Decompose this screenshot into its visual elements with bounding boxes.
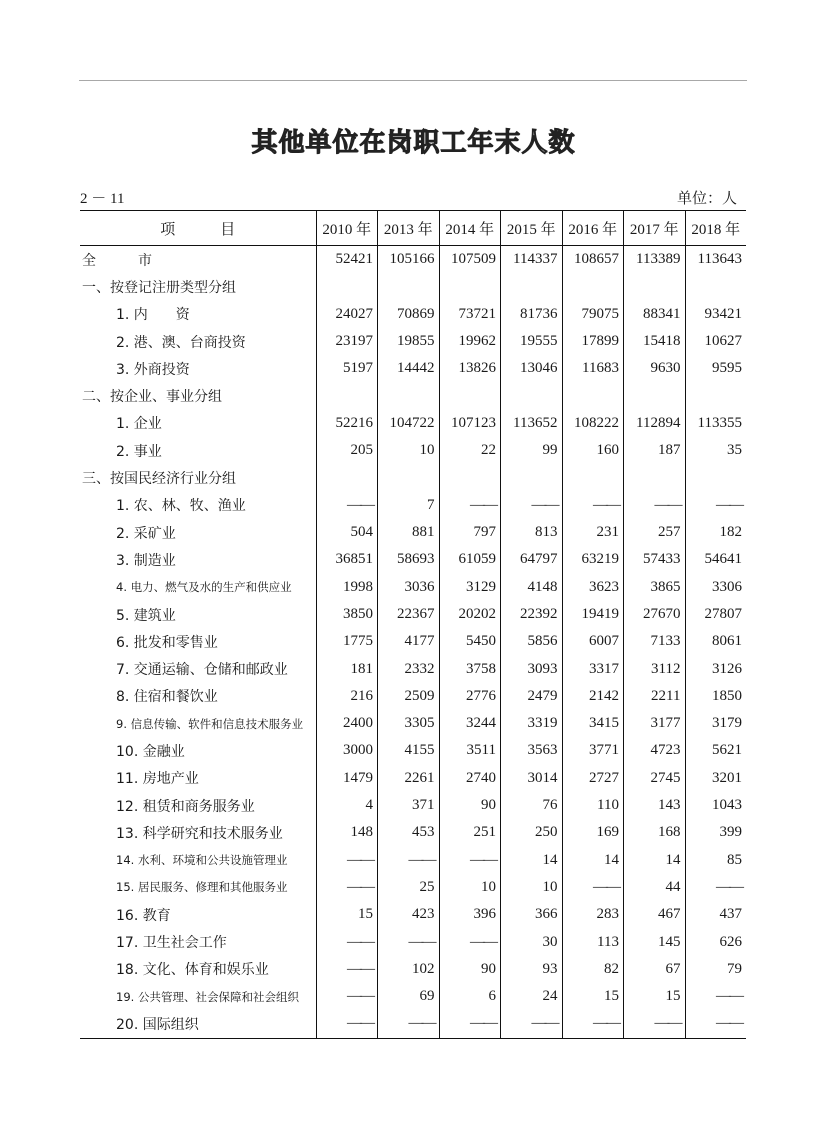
table-body xyxy=(80,246,746,1039)
cell-value: 22367 xyxy=(378,601,440,628)
table-row xyxy=(80,928,746,955)
cell-value: 1998 xyxy=(316,574,378,601)
cell-value: 10 xyxy=(501,874,563,901)
cell-value: 399 xyxy=(685,819,746,846)
cell-value: 107509 xyxy=(439,246,501,274)
cell-value xyxy=(501,382,563,409)
cell-value xyxy=(378,382,440,409)
row-label: 3. 制造业 xyxy=(116,552,176,569)
cell-value: 76 xyxy=(501,792,563,819)
cell-value: 113 xyxy=(562,928,624,955)
cell-value: 3000 xyxy=(316,737,378,764)
cell-value: 30 xyxy=(501,928,563,955)
cell-value: 5450 xyxy=(439,628,501,655)
cell-value: 181 xyxy=(316,655,378,682)
cell-value: 3305 xyxy=(378,710,440,737)
cell-value: —— xyxy=(378,928,440,955)
cell-value xyxy=(439,464,501,491)
cell-value: 160 xyxy=(562,437,624,464)
cell-value: 3177 xyxy=(624,710,686,737)
cell-value: 13046 xyxy=(501,355,563,382)
row-label: 1. 农、林、牧、渔业 xyxy=(116,498,246,515)
cell-value: 10 xyxy=(378,437,440,464)
cell-value: —— xyxy=(685,874,746,901)
table-row xyxy=(80,492,746,519)
cell-value: 15 xyxy=(562,983,624,1010)
cell-value: 90 xyxy=(439,956,501,983)
table-row xyxy=(80,574,746,601)
table-number: 2 － 11 xyxy=(80,191,125,207)
row-label: 9. 信息传输、软件和信息技术服务业 xyxy=(116,716,304,731)
cell-value: 73721 xyxy=(439,301,501,328)
cell-value: 52421 xyxy=(316,246,378,274)
cell-value: 9630 xyxy=(624,355,686,382)
cell-value: 14 xyxy=(501,847,563,874)
table-row xyxy=(80,355,746,382)
cell-value: 19962 xyxy=(439,328,501,355)
cell-value: 231 xyxy=(562,519,624,546)
cell-value xyxy=(501,464,563,491)
cell-value: 35 xyxy=(685,437,746,464)
cell-value: 3563 xyxy=(501,737,563,764)
cell-value: 396 xyxy=(439,901,501,928)
table-row xyxy=(80,546,746,573)
row-label: 二、按企业、事业分组 xyxy=(82,389,222,406)
cell-value: 24 xyxy=(501,983,563,1010)
cell-value: 437 xyxy=(685,901,746,928)
cell-value: 3758 xyxy=(439,655,501,682)
cell-value: 3126 xyxy=(685,655,746,682)
cell-value: 17899 xyxy=(562,328,624,355)
table-row xyxy=(80,683,746,710)
column-header-year: 2010 年 xyxy=(316,211,378,246)
cell-value: 143 xyxy=(624,792,686,819)
cell-value: 3415 xyxy=(562,710,624,737)
table-row xyxy=(80,437,746,464)
cell-value: 10 xyxy=(439,874,501,901)
cell-value: 27670 xyxy=(624,601,686,628)
cell-value: 4723 xyxy=(624,737,686,764)
table-row xyxy=(80,792,746,819)
row-label: 2. 事业 xyxy=(116,443,162,460)
cell-value xyxy=(624,382,686,409)
row-label: 19. 公共管理、社会保障和社会组织 xyxy=(116,989,299,1004)
cell-value xyxy=(562,464,624,491)
cell-value: 4 xyxy=(316,792,378,819)
table-row xyxy=(80,737,746,764)
cell-value: 2142 xyxy=(562,683,624,710)
cell-value: —— xyxy=(316,928,378,955)
cell-value: 453 xyxy=(378,819,440,846)
cell-value: —— xyxy=(624,1010,686,1038)
cell-value: 6 xyxy=(439,983,501,1010)
cell-value: 4148 xyxy=(501,574,563,601)
cell-value: 3511 xyxy=(439,737,501,764)
cell-value: 19855 xyxy=(378,328,440,355)
cell-value: 2261 xyxy=(378,765,440,792)
cell-value: —— xyxy=(316,983,378,1010)
table-row xyxy=(80,519,746,546)
cell-value: 148 xyxy=(316,819,378,846)
cell-value xyxy=(439,273,501,300)
column-header-year: 2014 年 xyxy=(439,211,501,246)
cell-value: 23197 xyxy=(316,328,378,355)
table-row xyxy=(80,1010,746,1038)
row-label: 6. 批发和零售业 xyxy=(116,634,218,651)
row-label: 15. 居民服务、修理和其他服务业 xyxy=(116,880,288,895)
cell-value xyxy=(316,464,378,491)
cell-value: 3129 xyxy=(439,574,501,601)
row-label: 2. 港、澳、台商投资 xyxy=(116,334,246,351)
table-row xyxy=(80,410,746,437)
row-label: 13. 科学研究和技术服务业 xyxy=(116,825,283,842)
cell-value: 813 xyxy=(501,519,563,546)
cell-value: 423 xyxy=(378,901,440,928)
cell-value: 3319 xyxy=(501,710,563,737)
cell-value: 3865 xyxy=(624,574,686,601)
table-row xyxy=(80,655,746,682)
header-row xyxy=(80,211,746,246)
column-header-year: 2017 年 xyxy=(624,211,686,246)
row-label: 20. 国际组织 xyxy=(116,1016,199,1033)
table-row xyxy=(80,847,746,874)
cell-value: 3179 xyxy=(685,710,746,737)
cell-value xyxy=(624,464,686,491)
row-label: 1. 内 资 xyxy=(116,307,190,324)
cell-value: 15418 xyxy=(624,328,686,355)
cell-value: 113355 xyxy=(685,410,746,437)
cell-value: 90 xyxy=(439,792,501,819)
row-label: 3. 外商投资 xyxy=(116,361,190,378)
cell-value: 19555 xyxy=(501,328,563,355)
cell-value: 85 xyxy=(685,847,746,874)
cell-value: 2740 xyxy=(439,765,501,792)
cell-value: 216 xyxy=(316,683,378,710)
row-label: 7. 交通运输、仓储和邮政业 xyxy=(116,662,288,679)
table-row xyxy=(80,246,746,274)
cell-value xyxy=(685,464,746,491)
cell-value: 69 xyxy=(378,983,440,1010)
cell-value: 70869 xyxy=(378,301,440,328)
cell-value: 504 xyxy=(316,519,378,546)
cell-value: 881 xyxy=(378,519,440,546)
cell-value: 5856 xyxy=(501,628,563,655)
column-header-year: 2013 年 xyxy=(378,211,440,246)
cell-value: —— xyxy=(562,1010,624,1038)
cell-value: 257 xyxy=(624,519,686,546)
cell-value xyxy=(501,273,563,300)
cell-value xyxy=(685,382,746,409)
cell-value xyxy=(562,382,624,409)
cell-value: 3014 xyxy=(501,765,563,792)
cell-value: 54641 xyxy=(685,546,746,573)
cell-value: 8061 xyxy=(685,628,746,655)
table-row xyxy=(80,628,746,655)
cell-value: 1479 xyxy=(316,765,378,792)
cell-value: 107123 xyxy=(439,410,501,437)
column-header-year: 2016 年 xyxy=(562,211,624,246)
cell-value: 626 xyxy=(685,928,746,955)
cell-value xyxy=(624,273,686,300)
cell-value: 1775 xyxy=(316,628,378,655)
cell-value: 3771 xyxy=(562,737,624,764)
cell-value: 22 xyxy=(439,437,501,464)
column-header-year: 2018 年 xyxy=(685,211,746,246)
cell-value: —— xyxy=(316,492,378,519)
cell-value: 15 xyxy=(316,901,378,928)
table-row xyxy=(80,901,746,928)
row-label: 全 市 xyxy=(82,252,152,269)
cell-value: 182 xyxy=(685,519,746,546)
cell-value: 2509 xyxy=(378,683,440,710)
row-label: 2. 采矿业 xyxy=(116,525,176,542)
cell-value: —— xyxy=(316,847,378,874)
cell-value: 27807 xyxy=(685,601,746,628)
cell-value: 79 xyxy=(685,956,746,983)
cell-value: 24027 xyxy=(316,301,378,328)
cell-value: 102 xyxy=(378,956,440,983)
cell-value: 7133 xyxy=(624,628,686,655)
column-header-item: 项 目 xyxy=(160,221,236,238)
table-row xyxy=(80,301,746,328)
cell-value: 114337 xyxy=(501,246,563,274)
cell-value: 104722 xyxy=(378,410,440,437)
cell-value: 110 xyxy=(562,792,624,819)
cell-value: 3623 xyxy=(562,574,624,601)
cell-value: —— xyxy=(378,1010,440,1038)
cell-value: 61059 xyxy=(439,546,501,573)
cell-value: 82 xyxy=(562,956,624,983)
cell-value: 3036 xyxy=(378,574,440,601)
table-row xyxy=(80,464,746,491)
cell-value: 14 xyxy=(624,847,686,874)
row-label: 10. 金融业 xyxy=(116,743,185,760)
cell-value: 3317 xyxy=(562,655,624,682)
cell-value: —— xyxy=(685,983,746,1010)
cell-value: 5197 xyxy=(316,355,378,382)
cell-value: —— xyxy=(562,874,624,901)
row-label: 8. 住宿和餐饮业 xyxy=(116,689,218,706)
cell-value: 250 xyxy=(501,819,563,846)
cell-value: 19419 xyxy=(562,601,624,628)
row-label: 一、按登记注册类型分组 xyxy=(82,279,236,296)
cell-value: —— xyxy=(316,1010,378,1038)
cell-value: 79075 xyxy=(562,301,624,328)
cell-value: 44 xyxy=(624,874,686,901)
cell-value: —— xyxy=(685,1010,746,1038)
cell-value: 2332 xyxy=(378,655,440,682)
cell-value: 6007 xyxy=(562,628,624,655)
cell-value: 10627 xyxy=(685,328,746,355)
cell-value: 14 xyxy=(562,847,624,874)
row-label: 11. 房地产业 xyxy=(116,771,199,788)
cell-value: 7 xyxy=(378,492,440,519)
data-table xyxy=(80,210,746,1039)
unit-label: 单位：人 xyxy=(676,189,737,207)
cell-value: 2479 xyxy=(501,683,563,710)
cell-value xyxy=(562,273,624,300)
cell-value: 145 xyxy=(624,928,686,955)
row-label: 1. 企业 xyxy=(116,416,162,433)
cell-value: 63219 xyxy=(562,546,624,573)
cell-value: 25 xyxy=(378,874,440,901)
row-label: 14. 水利、环境和公共设施管理业 xyxy=(116,853,288,868)
cell-value: 105166 xyxy=(378,246,440,274)
cell-value: 3850 xyxy=(316,601,378,628)
cell-value xyxy=(439,382,501,409)
cell-value: 58693 xyxy=(378,546,440,573)
row-label: 16. 教育 xyxy=(116,907,171,924)
cell-value: —— xyxy=(439,928,501,955)
cell-value: 67 xyxy=(624,956,686,983)
cell-value: 4177 xyxy=(378,628,440,655)
cell-value: —— xyxy=(501,1010,563,1038)
cell-value: 11683 xyxy=(562,355,624,382)
cell-value: —— xyxy=(439,492,501,519)
cell-value: 2776 xyxy=(439,683,501,710)
row-label: 17. 卫生社会工作 xyxy=(116,935,227,952)
cell-value: 14442 xyxy=(378,355,440,382)
cell-value: 36851 xyxy=(316,546,378,573)
cell-value: 15 xyxy=(624,983,686,1010)
cell-value: 112894 xyxy=(624,410,686,437)
cell-value: 366 xyxy=(501,901,563,928)
cell-value: 2745 xyxy=(624,765,686,792)
cell-value: 52216 xyxy=(316,410,378,437)
cell-value: 169 xyxy=(562,819,624,846)
cell-value: 3112 xyxy=(624,655,686,682)
cell-value: —— xyxy=(562,492,624,519)
cell-value xyxy=(316,382,378,409)
cell-value: 2400 xyxy=(316,710,378,737)
cell-value xyxy=(685,273,746,300)
row-label: 4. 电力、燃气及水的生产和供应业 xyxy=(116,580,292,595)
cell-value: 797 xyxy=(439,519,501,546)
table-row xyxy=(80,710,746,737)
table-row xyxy=(80,328,746,355)
cell-value: —— xyxy=(378,847,440,874)
cell-value: 3093 xyxy=(501,655,563,682)
cell-value xyxy=(378,273,440,300)
table-row xyxy=(80,601,746,628)
cell-value xyxy=(316,273,378,300)
cell-value: —— xyxy=(439,1010,501,1038)
column-header-year: 2015 年 xyxy=(501,211,563,246)
table-row xyxy=(80,874,746,901)
cell-value: 5621 xyxy=(685,737,746,764)
cell-value: 57433 xyxy=(624,546,686,573)
table-row xyxy=(80,765,746,792)
cell-value: 4155 xyxy=(378,737,440,764)
cell-value: —— xyxy=(316,956,378,983)
cell-value: 1850 xyxy=(685,683,746,710)
cell-value: 1043 xyxy=(685,792,746,819)
cell-value: 93421 xyxy=(685,301,746,328)
cell-value: 187 xyxy=(624,437,686,464)
cell-value: —— xyxy=(316,874,378,901)
cell-value: 13826 xyxy=(439,355,501,382)
row-label: 三、按国民经济行业分组 xyxy=(82,471,236,488)
top-rule xyxy=(79,80,747,81)
cell-value: 81736 xyxy=(501,301,563,328)
cell-value xyxy=(378,464,440,491)
row-label: 12. 租赁和商务服务业 xyxy=(116,798,255,815)
cell-value: —— xyxy=(501,492,563,519)
cell-value: 113652 xyxy=(501,410,563,437)
cell-value: 205 xyxy=(316,437,378,464)
cell-value: 99 xyxy=(501,437,563,464)
cell-value: 9595 xyxy=(685,355,746,382)
table-row xyxy=(80,273,746,300)
cell-value: 283 xyxy=(562,901,624,928)
cell-value: —— xyxy=(685,492,746,519)
row-label: 18. 文化、体育和娱乐业 xyxy=(116,962,269,979)
cell-value: 113643 xyxy=(685,246,746,274)
cell-value: 20202 xyxy=(439,601,501,628)
table-row xyxy=(80,983,746,1010)
cell-value: —— xyxy=(439,847,501,874)
cell-value: 113389 xyxy=(624,246,686,274)
cell-value: 168 xyxy=(624,819,686,846)
cell-value: 3244 xyxy=(439,710,501,737)
table-row xyxy=(80,956,746,983)
cell-value: —— xyxy=(624,492,686,519)
cell-value: 3306 xyxy=(685,574,746,601)
cell-value: 93 xyxy=(501,956,563,983)
cell-value: 467 xyxy=(624,901,686,928)
cell-value: 3201 xyxy=(685,765,746,792)
cell-value: 64797 xyxy=(501,546,563,573)
page-title: 其他单位在岗职工年末人数 xyxy=(251,128,576,158)
cell-value: 108222 xyxy=(562,410,624,437)
cell-value: 22392 xyxy=(501,601,563,628)
table-row xyxy=(80,819,746,846)
table-row xyxy=(80,382,746,409)
cell-value: 371 xyxy=(378,792,440,819)
cell-value: 2727 xyxy=(562,765,624,792)
cell-value: 2211 xyxy=(624,683,686,710)
cell-value: 88341 xyxy=(624,301,686,328)
cell-value: 251 xyxy=(439,819,501,846)
row-label: 5. 建筑业 xyxy=(116,607,176,624)
cell-value: 108657 xyxy=(562,246,624,274)
